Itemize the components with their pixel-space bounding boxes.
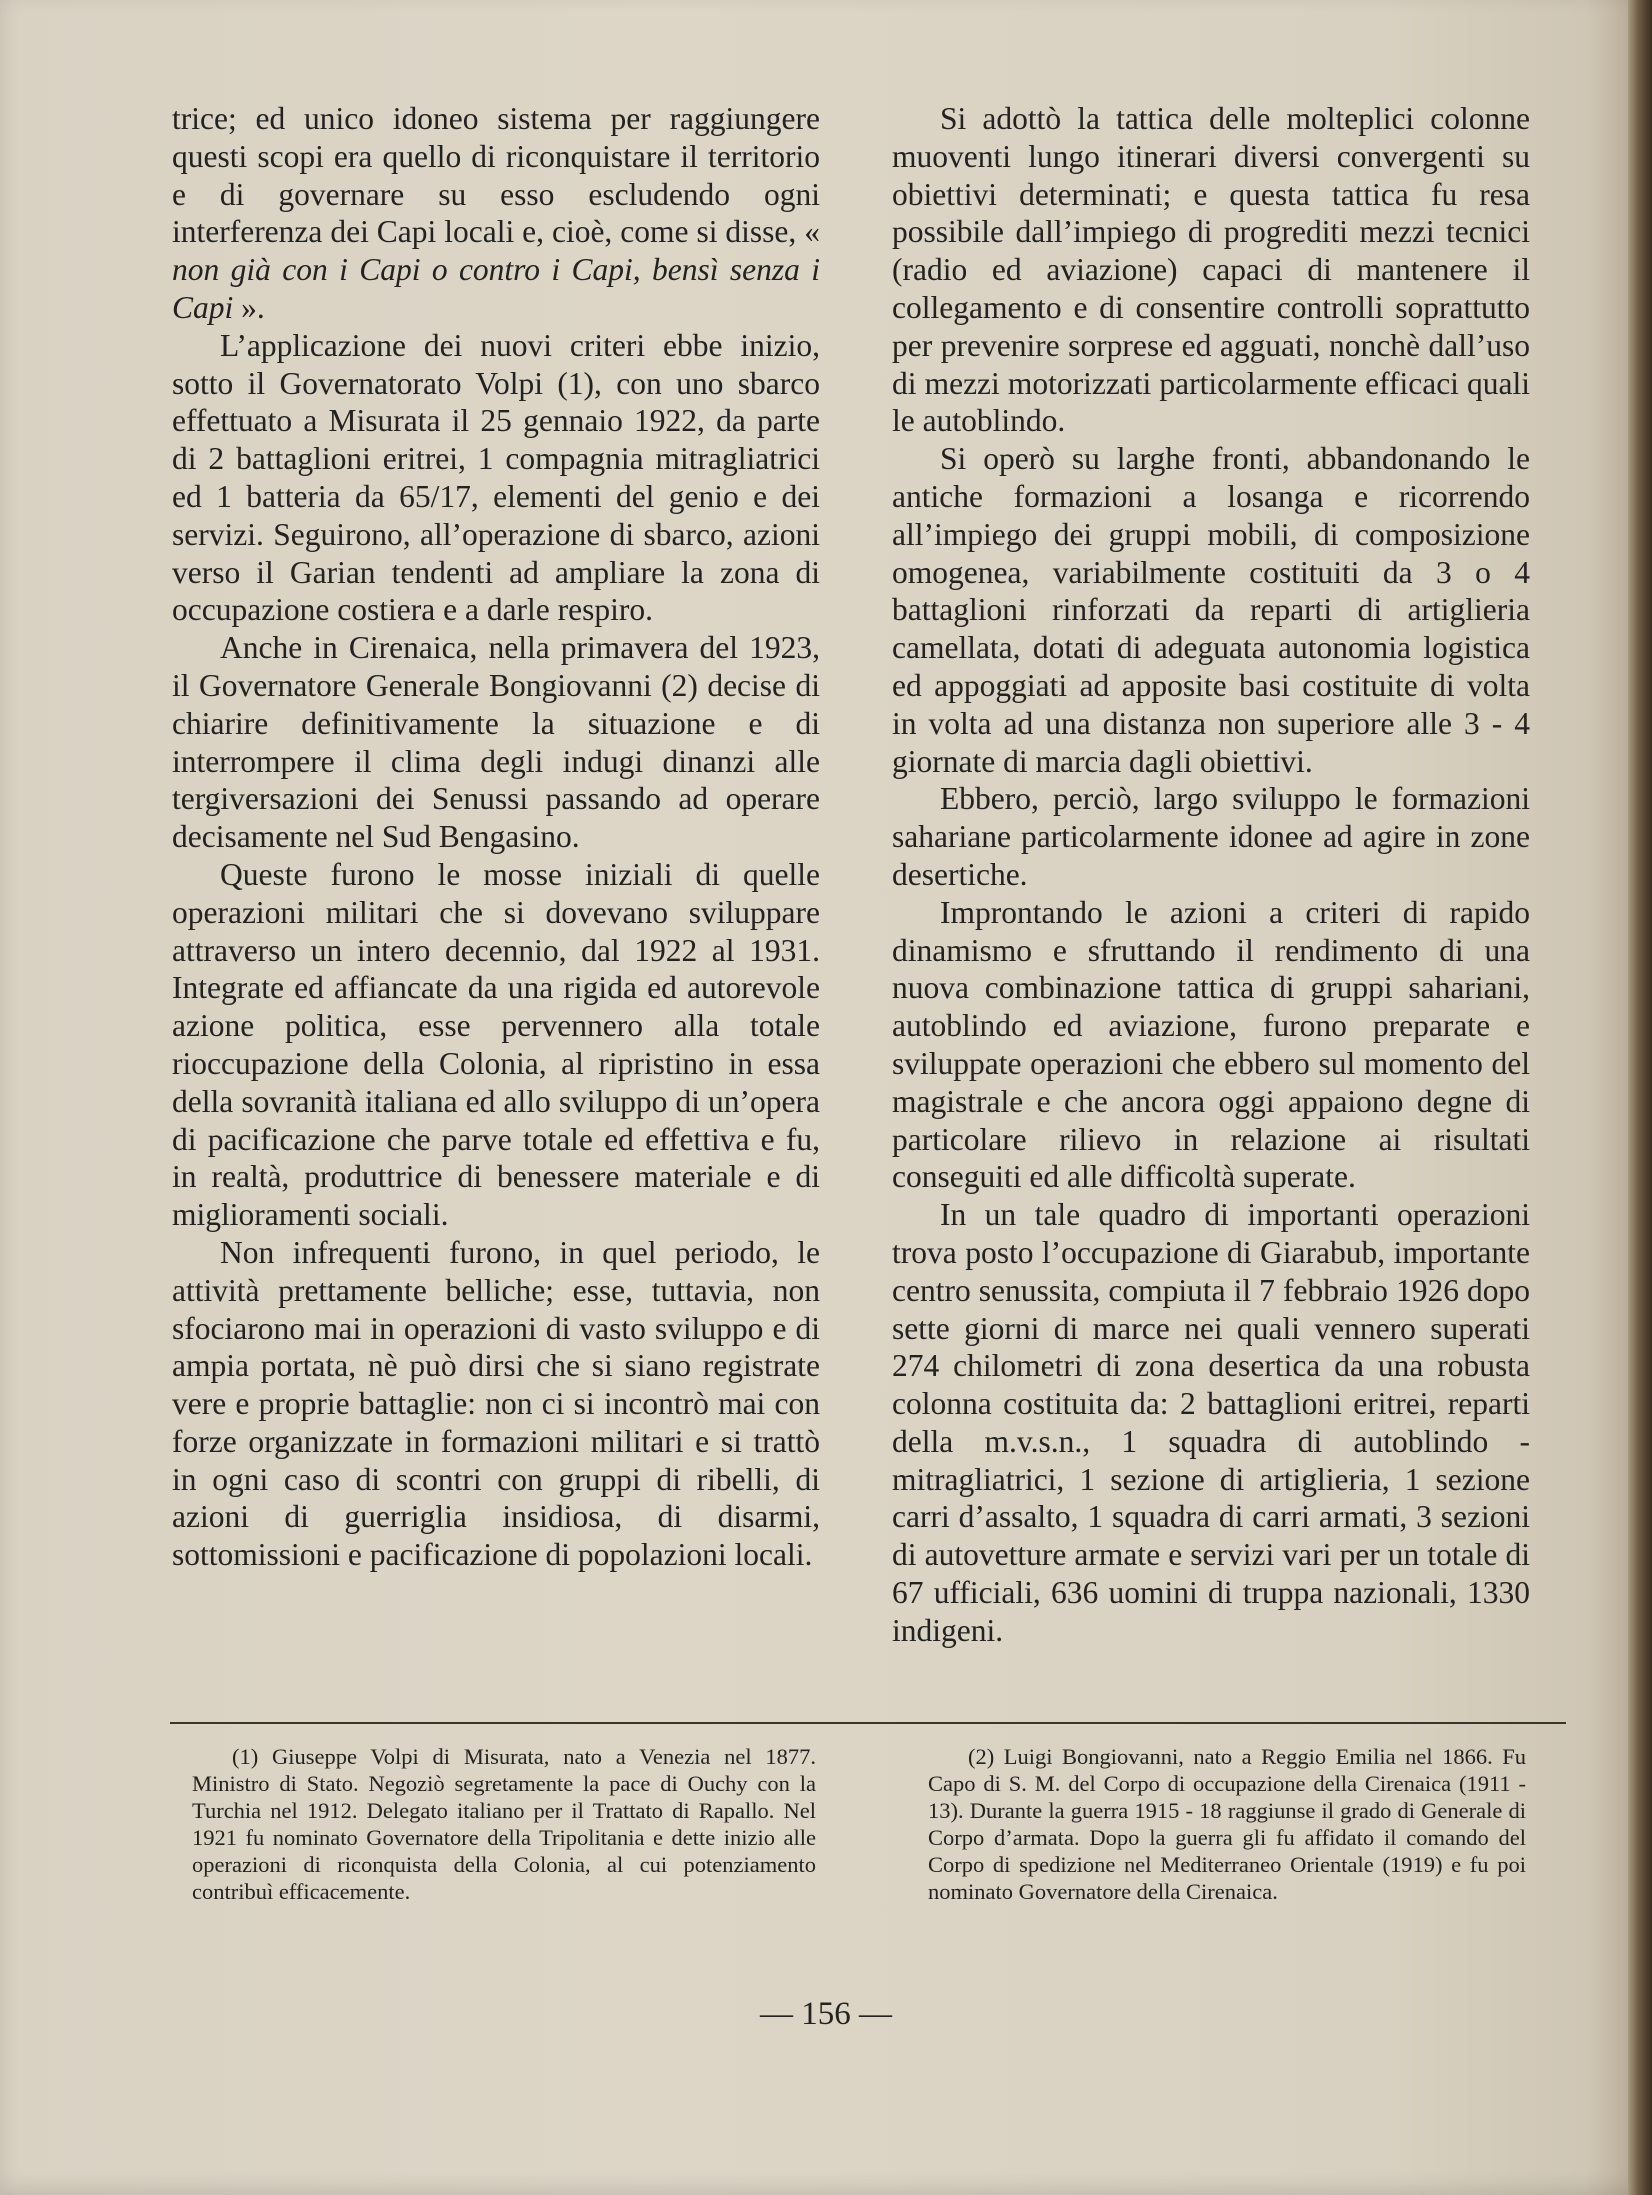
right-paragraph-4: Improntando le azioni a criteri di rapido dinamismo e sfruttando il rendimento di una nuova combinazione tattica di gruppi sahariani, autoblindo ed aviazione, furono preparate e sviluppate operazioni che ebbero sul momento del magistrale e che ancora oggi appaiono degne di particolare rilievo in relazione ai risultati conseguiti ed alle difficoltà superate. (892, 894, 1530, 1195)
footnote-2 (928, 1743, 1526, 1905)
left-paragraph-2: L’applicazione dei nuovi criteri ebbe inizio, sotto il Governatorato Volpi (1), con uno sbarco effettuato a Misurata il 25 gennaio 1922, da parte di 2 battaglioni eritrei, 1 compagnia mitragliatrici ed 1 batteria da 65/17, elementi del genio e dei servizi. Seguirono, all’operazione di sbarco, azioni verso il Garian tendenti ad ampliare la zona di occupazione costiera e a darle respiro. (172, 327, 820, 628)
right-paragraph-2: Si operò su larghe fronti, abbandonando le antiche formazioni a losanga e ricorrendo all’impiego dei gruppi mobili, di composizione omogenea, variabilmente costituiti da 3 o 4 battaglioni rinforzati da reparti di artiglieria camellata, dotati di adeguata autonomia logistica ed appoggiati ad apposite basi costituite di volta in volta ad una distanza non superiore alle 3 - 4 giornate di marcia dagli obiettivi. (892, 441, 1530, 779)
footnote-1 (192, 1743, 816, 1905)
footnote-divider-left (170, 1722, 740, 1724)
page-edge (1628, 0, 1652, 2195)
left-paragraph-3: Anche in Cirenaica, nella primavera del 1923, il Governatore Generale Bongiovanni (2) decise di chiarire definitivamente la situazione e di interrompere il clima degli indugi dinanzi alle tergiversazioni dei Senussi passando ad operare decisamente nel Sud Bengasino. (172, 630, 820, 855)
right-paragraph-1: Si adottò la tattica delle molteplici colonne muoventi lungo itinerari diversi convergenti su obiettivi determinati; e questa tattica fu resa possibile dall’impiego di progrediti mezzi tecnici (radio ed aviazione) capaci di mantenere il collegamento e di consentire controlli soprattutto per prevenire sorprese ed agguati, nonchè dall’uso di mezzi motorizzati particolarmente efficaci quali le autoblindo. (892, 101, 1530, 439)
left-paragraph-5: Non infrequenti furono, in quel periodo, le attività prettamente belliche; esse, tuttavia, non sfociarono mai in operazioni di vasto sviluppo e di ampia portata, nè può dirsi che si siano registrate vere e proprie battaglie: non ci si incontrò mai con forze organizzate in formazioni militari e si trattò in ogni caso di scontri con gruppi di ribelli, di azioni di guerriglia insidiosa, di disarmi, sottomissioni e pacificazione di popolazioni locali. (172, 1234, 820, 1573)
page-number: — 156 — (760, 1996, 892, 2032)
footnote-divider-right (738, 1722, 1566, 1724)
italic-quote: non già con i Capi o contro i Capi, bensì senza i Capi (172, 252, 820, 325)
left-column (172, 100, 820, 1574)
left-paragraph-4: Queste furono le mosse iniziali di quelle operazioni militari che si dovevano sviluppare attraverso un intero decennio, dal 1922 al 1931. Integrate ed affiancate da una rigida ed autorevole azione politica, esse pervennero alla totale rioccupazione della Colonia, al ripristino in essa della sovranità italiana ed allo sviluppo di un’opera di pacificazione che parve totale ed effettiva e fu, in realtà, produttrice di benessere materiale e di miglioramenti sociali. (172, 856, 820, 1233)
left-paragraph-1: trice; ed unico idoneo sistema per raggiungere questi scopi era quello di riconquistare il territorio e di governare su esso escludendo ogni interferenza dei Capi locali e, cioè, come si disse, « non già con i Capi o contro i Capi, bensì senza i Capi ». (172, 101, 820, 325)
right-paragraph-3: Ebbero, perciò, largo sviluppo le formazioni sahariane particolarmente idonee ad agire in zone desertiche. (892, 781, 1530, 892)
right-paragraph-5: In un tale quadro di importanti operazioni trova posto l’occupazione di Giarabub, importante centro senussita, compiuta il 7 febbraio 1926 dopo sette giorni di marce nei quali vennero superati 274 chilometri di zona desertica da una robusta colonna costituita da: 2 battaglioni eritrei, reparti della m.v.s.n., 1 squadra di autoblindo - mitragliatrici, 1 sezione di artiglieria, 1 sezione carri d’assalto, 1 squadra di carri armati, 3 sezioni di autovetture armate e servizi vari per un totale di 67 ufficiali, 636 uomini di truppa nazionali, 1330 indigeni. (892, 1197, 1530, 1648)
right-column (892, 100, 1530, 1650)
footnote-1-text: (1) Giuseppe Volpi di Misurata, nato a Venezia nel 1877. Ministro di Stato. Negoziò segretamente la pace di Ouchy con la Turchia nel 1912. Delegato italiano per il Trattato di Rapallo. Nel 1921 fu nominato Governatore della Tripolitania e dette inizio alle operazioni di riconquista della Colonia, al cui potenziamento contribuì efficacemente. (192, 1744, 816, 1904)
footnote-2-text: (2) Luigi Bongiovanni, nato a Reggio Emilia nel 1866. Fu Capo di S. M. del Corpo di occupazione della Cirenaica (1911 - 13). Durante la guerra 1915 - 18 raggiunse il grado di Generale di Corpo d’armata. Dopo la guerra gli fu affidato il comando del Corpo di spedizione nel Mediterraneo Orientale (1919) e fu poi nominato Governatore della Cirenaica. (928, 1744, 1526, 1904)
